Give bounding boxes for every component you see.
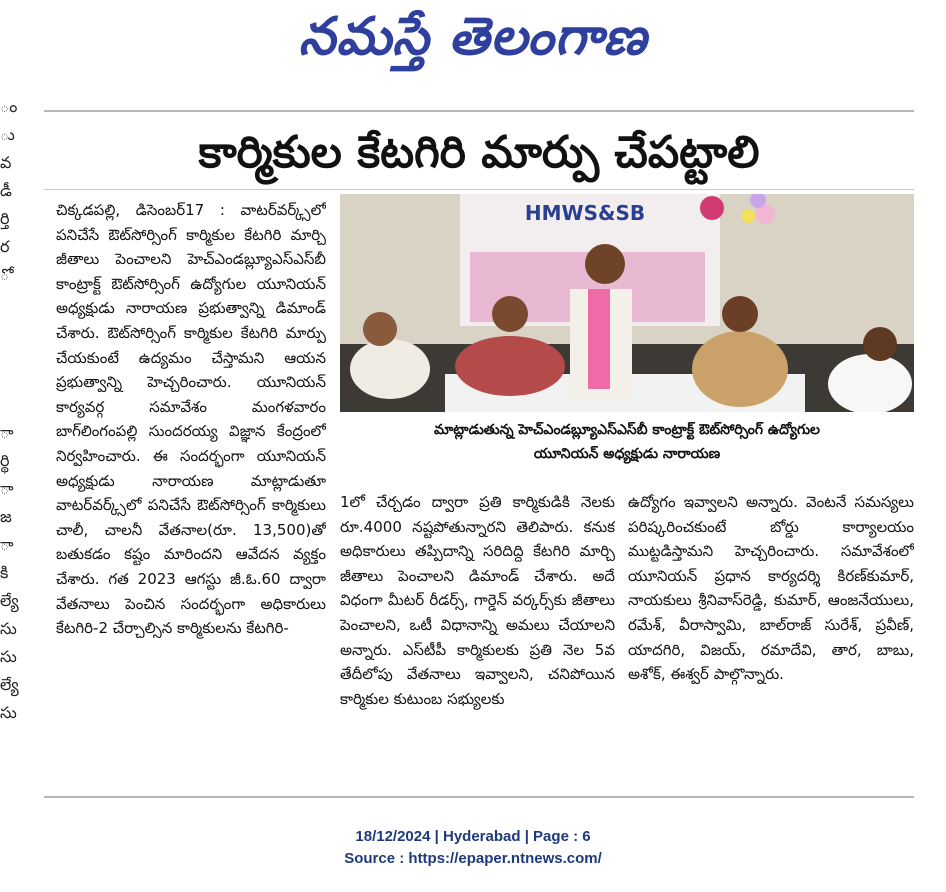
article-photo	[340, 194, 914, 412]
top-divider	[44, 110, 914, 112]
edge-char: ల్యే	[0, 675, 19, 694]
edge-char: సు	[0, 619, 17, 638]
photo-illustration	[340, 194, 914, 412]
headline-divider	[44, 189, 914, 190]
article-column-2: 1లో చేర్చడం ద్వారా ప్రతి కార్మికుడికి నెలకు రూ.4000 నష్టపోతున్నారని తెలిపారు. కనుక అధికారులు తప్పిదాన్ని సరిదిద్ది కేటగిరి మార్చి జీతాలు పెంచాలని డిమాండ్ చేశారు. అదే విధంగా మీటర్ రీడర్స్, గార్డెన్ వర్కర్స్‌కు జీతాలు పెంచాలని, ఒటీ విధానాన్ని అమలు చేయాలని అన్నారు. ఎస్‌టీపీ కార్మికులకు ప్రతి నెల 5వ తేదీలోపు వేతనాలు ఇవ్వాలని, చనిపోయిన కార్మికుల కుటుంబ సభ్యులకు	[340, 493, 615, 708]
edge-char: వ	[0, 153, 12, 172]
footer-source-link[interactable]: Source : https://epaper.ntnews.com/	[344, 850, 602, 867]
banner-text: HMWS&SB	[524, 201, 646, 225]
footer-date-line: 18/12/2024 | Hyderabad | Page : 6	[355, 828, 591, 845]
page-footer	[0, 826, 946, 870]
edge-char: ర్తి	[0, 209, 10, 228]
edge-char: ా	[0, 535, 14, 554]
edge-char: ా	[0, 479, 14, 498]
masthead	[0, 0, 946, 78]
edge-char: ర	[0, 237, 10, 256]
caption-line: మాట్లాడుతున్న హెచ్‌ఎండబ్ల్యూఎస్‌ఎస్‌బీ కాంట్రాక్ట్ ఔట్‌సోర్సింగ్ ఉద్యోగుల	[434, 422, 820, 438]
edge-char: డీ	[0, 181, 12, 200]
masthead-title: నమస్తే తెలంగాణ	[298, 6, 648, 67]
edge-char: ో	[0, 265, 10, 284]
caption-line: యూనియన్ అధ్యక్షుడు నారాయణ	[533, 446, 721, 462]
edge-char: ర్థి	[0, 451, 10, 470]
adjacent-article-edge	[0, 96, 22, 811]
edge-char: ల్యే	[0, 591, 19, 610]
article-column-3: ఉద్యోగం ఇవ్వాలని అన్నారు. వెంటనే సమస్యలు పరిష్కరించకుంటే బోర్డు కార్యాలయం ముట్టడిస్తామని హెచ్చరించారు. సమావేశంలో యూనియన్ ప్రధాన కార్యదర్శి కిరణ్‌కుమార్, నాయకులు శ్రీనివాస్‌రెడ్డి, కుమార్, ఆంజనేయులు, రమేశ్, వీరాస్వామి, బాల్‌రాజ్ సురేశ్, ప్రవీణ్, యాదగిరి, విజయ్, రమాదేవి, తార, బాబు, అశోక్, ఈశ్వర్ పాల్గొన్నారు.	[628, 493, 914, 684]
article-headline: కార్మికుల కేటగిరి మార్పు చేపట్టాలి	[198, 127, 760, 178]
edge-char: ు	[0, 125, 15, 144]
photo-caption	[340, 418, 914, 478]
article-column-1: చిక్కడపల్లి, డిసెంబర్17 : వాటర్‌వర్క్స్‌లో పనిచేసే ఔట్‌సోర్సింగ్ కార్మికుల కేటగిరి మార్చి జీతాలు పెంచాలని హెచ్‌ఎండబ్ల్యూఎస్‌ఎస్‌బీ కాంట్రాక్ట్ ఔట్‌సోర్సింగ్ ఉద్యోగుల యూనియన్ అధ్యక్షుడు నారాయణ ప్రభుత్వాన్ని డిమాండ్ చేశారు. ఔట్‌సోర్సింగ్ కార్మికుల కేటగిరి మార్పు చేయకుంటే ఉద్యమం చేస్తామని ఆయన ప్రభుత్వాన్ని హెచ్చరించారు. యూనియన్ కార్యవర్గ సమావేశం మంగళవారం బాగ్‌లింగంపల్లి సుందరయ్య విజ్ఞాన కేంద్రంలో నిర్వహించారు. ఈ సందర్భంగా యూనియన్ అధ్యక్షుడు నారాయణ మాట్లాడుతూ వాటర్‌వర్క్స్‌లో పనిచేసే ఔట్‌సోర్సింగ్ కార్మికులు చాలీ, చాలనీ వేతనాల(రూ. 13,500)తో బతుకడం కష్టం మారిందని ఆవేదన వ్యక్తం చేశారు. గత 2023 ఆగస్టు జీ.ఓ.60 ద్వారా వేతనాలు పెంచిన సందర్భంగా అధికారులు కేటగిరి-2 చేర్చాల్సిన కార్మికులను కేటగిరి-	[56, 201, 326, 638]
edge-char: కి	[0, 563, 9, 582]
edge-char: జ	[0, 507, 12, 526]
bottom-divider	[44, 796, 914, 798]
edge-char: సు	[0, 647, 17, 666]
edge-char: ం	[0, 97, 18, 116]
edge-char: సు	[0, 703, 17, 722]
edge-char: ా	[0, 423, 14, 442]
